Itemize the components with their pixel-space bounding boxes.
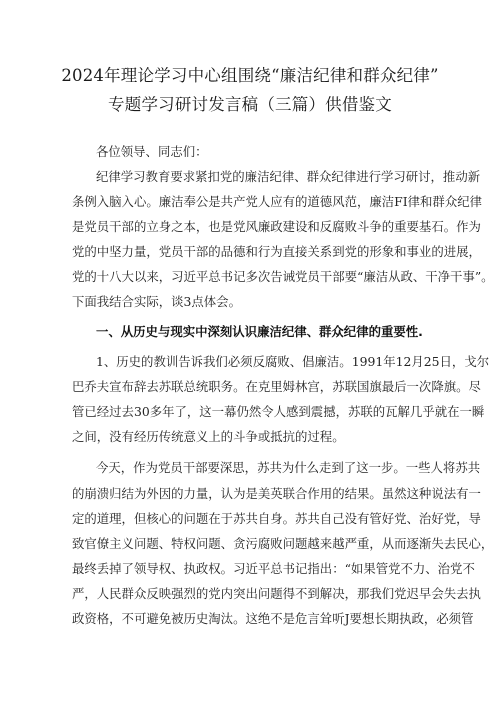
- paragraph-line: 纪律学习教育要求紧扣党的廉洁纪律、群众纪律进行学习研讨，推动新: [96, 169, 481, 184]
- document-title-line-1: 2024年理论学习中心组围绕“廉洁纪律和群众纪律”: [61, 66, 439, 85]
- paragraph-line: 致官僚主义问题、特权问题、贪污腐败问题越来越严重，从而逐渐失去民心，: [72, 536, 494, 551]
- paragraph-line: 定的道理，但核心的问题在于苏共自身。苏共自己没有管好党、治好党，导: [72, 511, 481, 526]
- paragraph-line: 严，人民群众反映强烈的党内突出问题得不到解决，那我们党迟早会失去执: [72, 586, 481, 601]
- paragraph-line: 下面我结合实际，谈3点体会。: [72, 294, 241, 309]
- document-title-line-2: 专题学习研讨发言稿（三篇）供借鉴文: [108, 95, 392, 114]
- paragraph-line: 是党员干部的立身之本，也是党风廉政建设和反腐败斗争的重要基石。作为: [72, 219, 481, 234]
- section-heading: 一、从历史与现实中深刻认识廉洁纪律、群众纪律的重要性.: [96, 324, 423, 339]
- paragraph-line: 管已经过去30多年了，这一幕仍然令人感到震撼，苏联的瓦解几乎就在一瞬: [72, 404, 485, 419]
- paragraph-line: 最终丢掉了领导权、执政权。习近平总书记指出：“如果管党不力、治党不: [72, 561, 475, 576]
- greeting: 各位领导、同志们：: [96, 144, 208, 159]
- paragraph-line: 条例入脑入心。廉洁奉公是共产党人应有的道德风范，廉洁FI律和群众纪律: [72, 194, 482, 209]
- paragraph-line: 之间，没有经历传统意义上的斗争或抵抗的过程。: [72, 429, 345, 444]
- paragraph-line: 党的中坚力量，党员干部的品德和行为直接关系到党的形象和事业的进展，: [72, 244, 481, 259]
- paragraph-line: 1、历史的教训告诉我们必须反腐败、倡廉洁。1991年12月25日，戈尔: [96, 354, 490, 369]
- paragraph-line: 的崩溃归结为外因的力量，认为是美英联合作用的结果。虽然这种说法有一: [72, 486, 481, 501]
- paragraph-line: 政资格，不可避免被历史淘汰。这绝不是危言耸听J要想长期执政，必须管: [72, 611, 474, 626]
- paragraph-line: 今天，作为党员干部要深思，苏共为什么走到了这一步。一些人将苏共: [96, 460, 481, 475]
- paragraph-line: 巴乔夫宣布辞去苏联总统职务。在克里姆林宫，苏联国旗最后一次降旗。尽: [72, 379, 481, 394]
- paragraph-line: 党的十八大以来，习近平总书记多次告诫党员干部要“廉洁从政、干净干事”。: [72, 269, 494, 284]
